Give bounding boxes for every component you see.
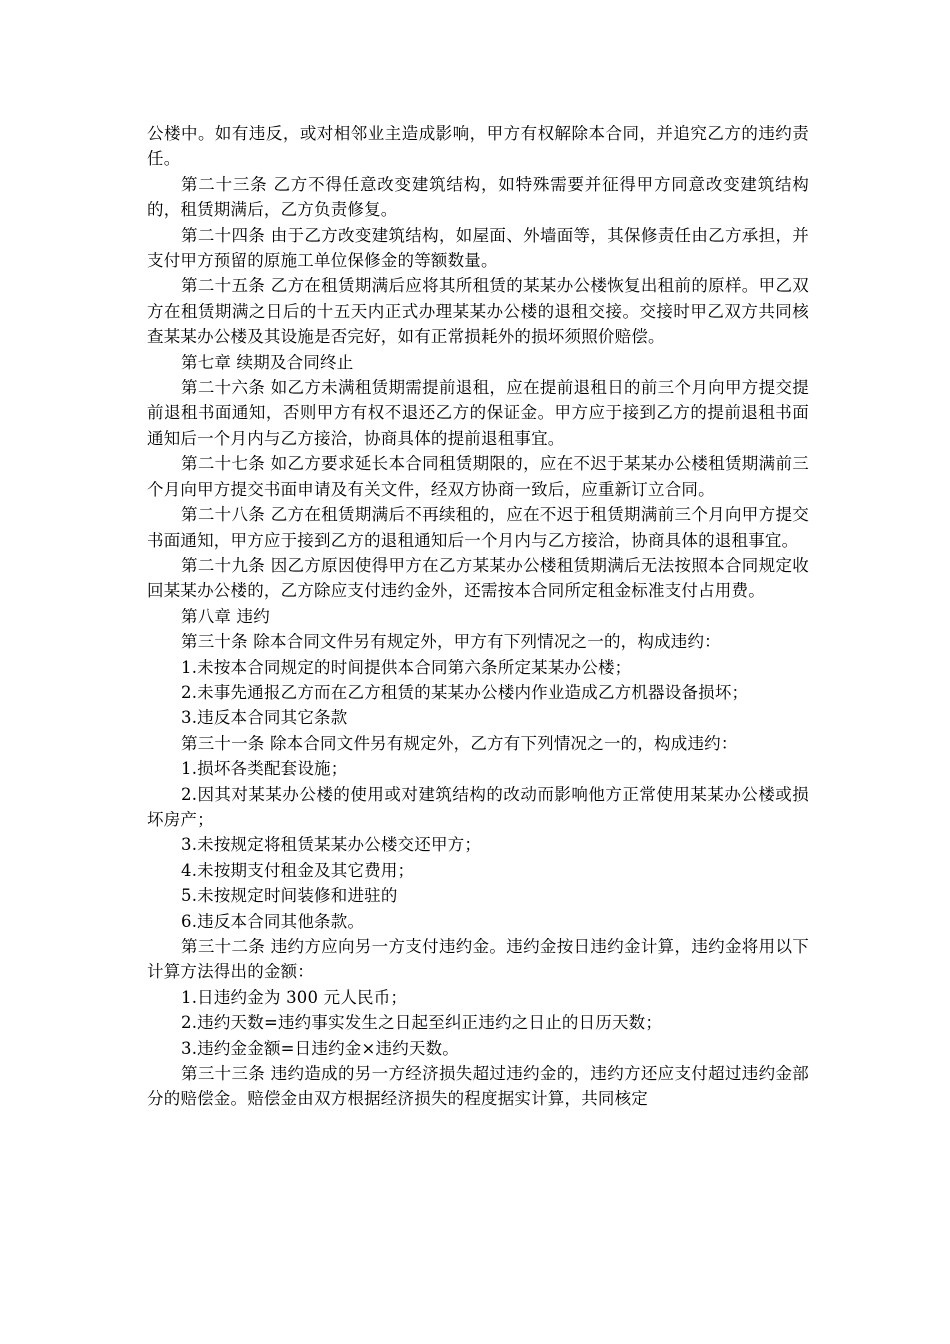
paragraph-article-23: 第二十三条 乙方不得任意改变建筑结构，如特殊需要并征得甲方同意改变建筑结构的，租赁期满后，乙方负责修复。: [147, 174, 809, 220]
list-item: 4.未按期支付租金及其它费用；: [181, 860, 415, 880]
paragraph-article-25: 第二十五条 乙方在租赁期满后应将其所租赁的某某办公楼恢复出租前的原样。甲乙双方在租赁期满之日后的十五天内正式办理某某办公楼的退租交接。交接时甲乙双方共同核查某某办公楼及其设施是否完好，如有正常损耗外的损坏须照价赔偿。: [147, 276, 809, 347]
list-item: 2.未事先通报乙方而在乙方租赁的某某办公楼内作业造成乙方机器设备损坏；: [181, 682, 749, 702]
paragraph: 公楼中。如有违反，或对相邻业主造成影响，甲方有权解除本合同，并追究乙方的违约责任。: [147, 124, 809, 169]
paragraph-article-30: 第三十条 除本合同文件另有规定外，甲方有下列情况之一的，构成违约：: [181, 632, 721, 652]
paragraph-article-33: 第三十三条 违约造成的另一方经济损失超过违约金的，违约方还应支付超过违约金部分的赔偿金。赔偿金由双方根据经济损失的程度据实计算，共同核定: [147, 1064, 809, 1109]
paragraph-article-32: 第三十二条 违约方应向另一方支付违约金。违约金按日违约金计算，违约金将用以下计算方法得出的金额：: [147, 937, 809, 982]
list-item: 1.损坏各类配套设施；: [181, 759, 348, 779]
chapter-heading-8: 第八章 违约: [181, 606, 270, 626]
paragraph-article-26: 第二十六条 如乙方未满租赁期需提前退租，应在提前退租日的前三个月向甲方提交提前退租书面通知，否则甲方有权不退还乙方的保证金。甲方应于接到乙方的提前退租书面通知后一个月内与乙方接洽，协商具体的提前退租事宜。: [147, 378, 809, 448]
list-item: 2.因其对某某办公楼的使用或对建筑结构的改动而影响他方正常使用某某办公楼或损坏房产；: [147, 784, 809, 829]
paragraph-article-24: 第二十四条 由于乙方改变建筑结构，如屋面、外墙面等，其保修责任由乙方承担，并支付甲方预留的原施工单位保修金的等额数量。: [147, 225, 809, 271]
list-item: 1.日违约金为 300 元人民币；: [181, 987, 408, 1007]
paragraph-article-31: 第三十一条 除本合同文件另有规定外，乙方有下列情况之一的，构成违约：: [181, 733, 738, 753]
list-item: 3.违反本合同其它条款: [181, 708, 348, 728]
paragraph-article-29: 第二十九条 因乙方原因使得甲方在乙方某某办公楼租赁期满后无法按照本合同规定收回某某办公楼的，乙方除应支付违约金外，还需按本合同所定租金标准支付占用费。: [147, 555, 809, 601]
paragraph-article-27: 第二十七条 如乙方要求延长本合同租赁期限的，应在不迟于某某办公楼租赁期满前三个月向甲方提交书面申请及有关文件，经双方协商一致后，应重新订立合同。: [147, 454, 809, 499]
document-body: [147, 121, 809, 1112]
list-item: 2.违约天数=违约事实发生之日起至纠正违约之日止的日历天数；: [181, 1013, 663, 1033]
paragraph-article-28: 第二十八条 乙方在租赁期满后不再续租的，应在不迟于租赁期满前三个月向甲方提交书面通知，甲方应于接到乙方的退租通知后一个月内与乙方接洽，协商具体的退租事宜。: [147, 505, 809, 550]
chapter-heading-7: 第七章 续期及合同终止: [181, 352, 354, 372]
list-item: 5.未按规定时间装修和进驻的: [181, 886, 398, 906]
list-item: 3.未按规定将租赁某某办公楼交还甲方；: [181, 835, 482, 855]
list-item: 6.违反本合同其他条款。: [181, 911, 365, 931]
list-item: 1.未按本合同规定的时间提供本合同第六条所定某某办公楼；: [181, 657, 632, 677]
list-item: 3.违约金金额=日违约金×违约天数。: [181, 1038, 459, 1058]
